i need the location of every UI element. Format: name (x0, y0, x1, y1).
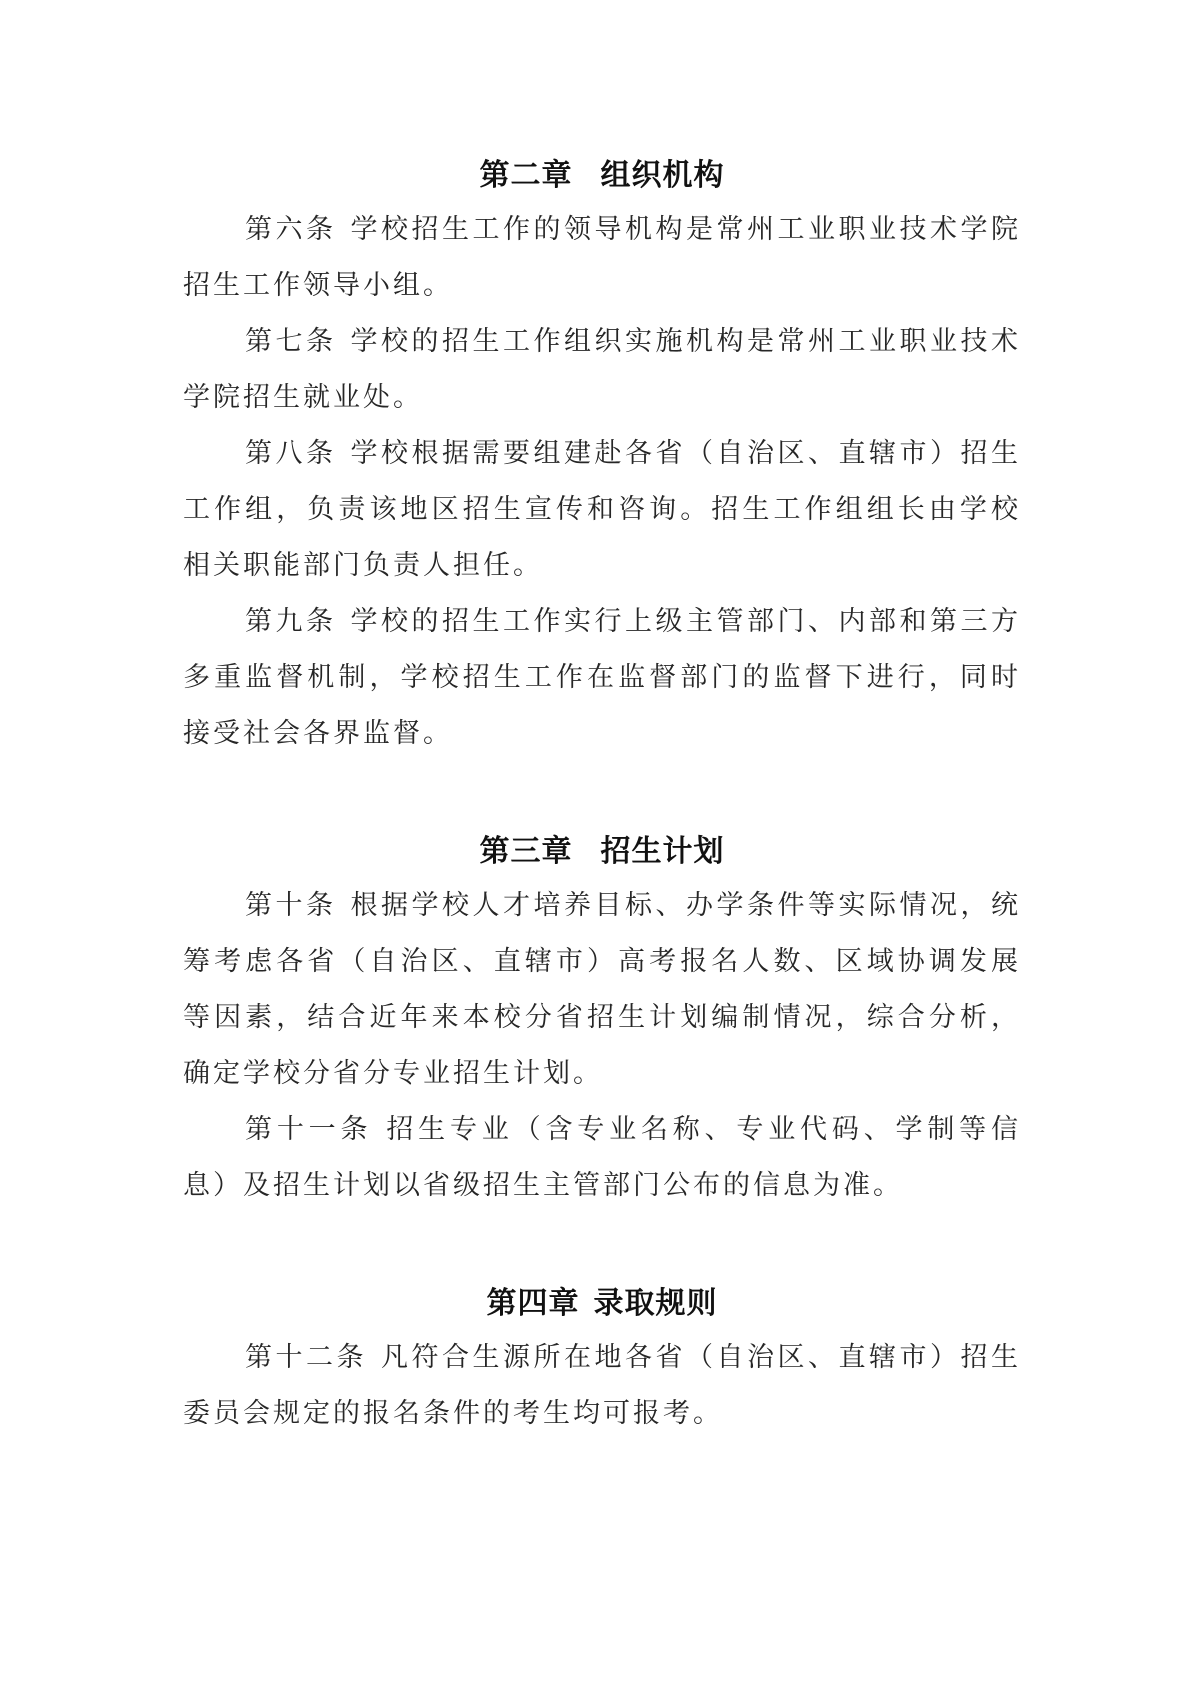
article-number: 第七条 (245, 326, 337, 357)
article-paragraph (183, 314, 1021, 426)
article-paragraph (183, 878, 1021, 1102)
chapter-4 (183, 1278, 1021, 1442)
article-text: 学校招生工作的领导机构是常州工业职业技术学院招生工作领导小组。 (183, 214, 1021, 301)
chapter-title: 组织机构 (600, 158, 725, 193)
section-spacer (183, 762, 1021, 826)
chapter-number: 第三章 (479, 834, 573, 869)
document-body (183, 150, 1021, 1442)
article-paragraph (183, 1330, 1021, 1442)
chapter-title: 录取规则 (593, 1286, 718, 1321)
chapter-heading (183, 150, 1021, 202)
article-number: 第八条 (245, 438, 337, 469)
chapter-number: 第二章 (479, 158, 573, 193)
chapter-heading (183, 826, 1021, 878)
article-text: 招生专业（含专业名称、专业代码、学制等信息）及招生计划以省级招生主管部门公布的信息为准。 (183, 1114, 1022, 1201)
chapter-2 (183, 150, 1021, 762)
article-paragraph (183, 594, 1021, 762)
article-paragraph (183, 426, 1021, 594)
article-paragraph (183, 1102, 1021, 1214)
article-text: 学校根据需要组建赴各省（自治区、直辖市）招生工作组，负责该地区招生宣传和咨询。招生工作组组长由学校相关职能部门负责人担任。 (183, 438, 1021, 581)
article-number: 第六条 (245, 214, 337, 245)
article-text: 凡符合生源所在地各省（自治区、直辖市）招生委员会规定的报名条件的考生均可报考。 (183, 1342, 1021, 1429)
chapter-number: 第四章 (486, 1286, 580, 1321)
article-number: 第十条 (245, 890, 337, 921)
article-number: 第十二条 (245, 1342, 367, 1373)
article-number: 第十一条 (245, 1114, 373, 1145)
article-text: 根据学校人才培养目标、办学条件等实际情况，统筹考虑各省（自治区、直辖市）高考报名人数、区域协调发展等因素，结合近年来本校分省招生计划编制情况，综合分析，确定学校分省分专业招生计划。 (183, 890, 1021, 1089)
chapter-heading (183, 1278, 1021, 1330)
article-text: 学校的招生工作组织实施机构是常州工业职业技术学院招生就业处。 (183, 326, 1021, 413)
section-spacer (183, 1214, 1021, 1278)
article-text: 学校的招生工作实行上级主管部门、内部和第三方多重监督机制，学校招生工作在监督部门的监督下进行，同时接受社会各界监督。 (183, 606, 1021, 749)
article-paragraph (183, 202, 1021, 314)
chapter-3 (183, 826, 1021, 1214)
chapter-title: 招生计划 (600, 834, 725, 869)
article-number: 第九条 (245, 606, 337, 637)
